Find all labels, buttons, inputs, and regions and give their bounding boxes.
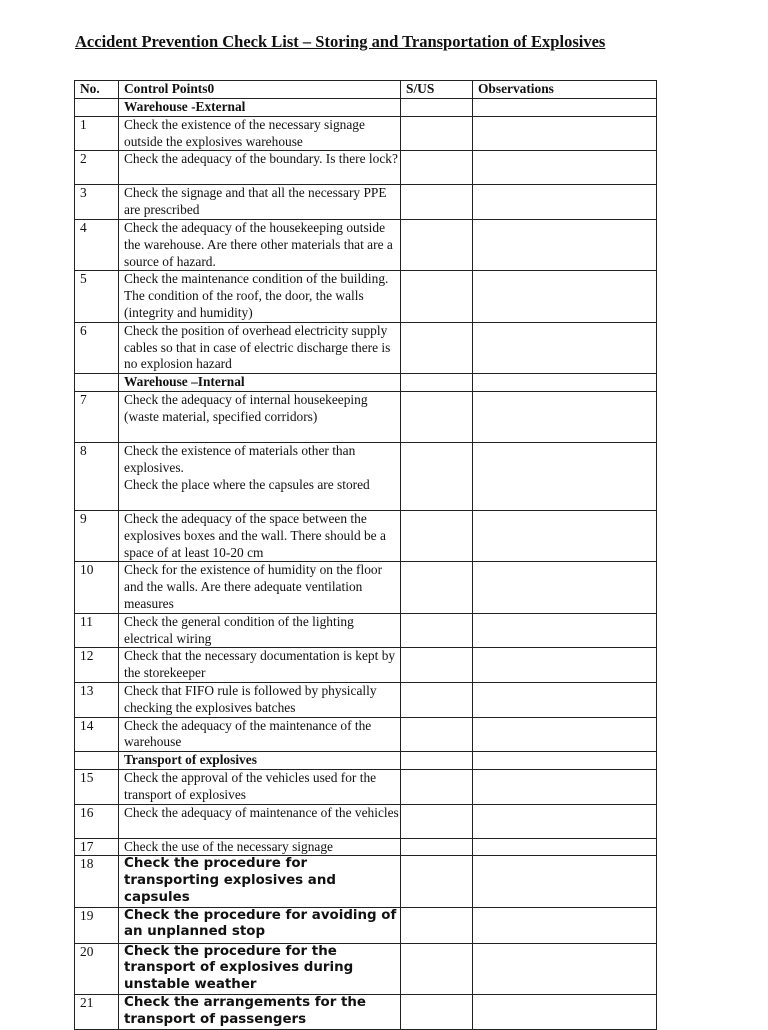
row-number: 15	[75, 769, 119, 804]
table-row	[75, 391, 657, 442]
row-number: 12	[75, 648, 119, 683]
row-number: 2	[75, 151, 119, 185]
control-point-text	[119, 562, 401, 613]
row-number: 21	[75, 995, 119, 1030]
control-point-text	[119, 442, 401, 510]
observations-cell	[473, 185, 657, 220]
control-point-text	[119, 838, 401, 856]
table-row	[75, 648, 657, 683]
sus-cell	[401, 717, 473, 752]
section-observations-cell	[473, 752, 657, 770]
control-point-line: Check the procedure for the transport of explosives during unstable weather	[124, 943, 354, 993]
section-title: Transport of explosives	[119, 752, 401, 770]
control-point-line: Check that the necessary documentation is kept by the storekeeper	[124, 648, 396, 681]
sus-cell	[401, 510, 473, 561]
sus-cell	[401, 151, 473, 185]
table-row	[75, 442, 657, 510]
observations-cell	[473, 391, 657, 442]
checklist-table	[74, 80, 657, 1030]
control-point-line: Check the adequacy of the maintenance of the warehouse	[124, 717, 372, 750]
sus-cell	[401, 322, 473, 373]
row-number: 16	[75, 804, 119, 838]
control-point-text	[119, 391, 401, 442]
sus-cell	[401, 907, 473, 943]
sus-cell	[401, 769, 473, 804]
table-row	[75, 219, 657, 270]
control-point-text	[119, 613, 401, 648]
section-sus-cell	[401, 99, 473, 117]
section-no-cell	[75, 752, 119, 770]
observations-cell	[473, 613, 657, 648]
row-number: 1	[75, 116, 119, 151]
section-row	[75, 374, 657, 392]
control-point-text	[119, 804, 401, 838]
observations-cell	[473, 648, 657, 683]
control-point-line: Check the procedure for avoiding of an unplanned stop	[124, 907, 397, 940]
table-row	[75, 943, 657, 994]
observations-cell	[473, 769, 657, 804]
table-row	[75, 322, 657, 373]
row-number: 13	[75, 682, 119, 717]
section-row	[75, 99, 657, 117]
observations-cell	[473, 838, 657, 856]
observations-cell	[473, 717, 657, 752]
section-sus-cell	[401, 374, 473, 392]
section-title: Warehouse –Internal	[119, 374, 401, 392]
observations-cell	[473, 510, 657, 561]
observations-cell	[473, 804, 657, 838]
observations-cell	[473, 219, 657, 270]
control-point-line: Check the existence of the necessary signage outside the explosives warehouse	[124, 116, 365, 149]
observations-cell	[473, 322, 657, 373]
observations-cell	[473, 907, 657, 943]
table-row	[75, 613, 657, 648]
table-row	[75, 682, 657, 717]
control-point-text	[119, 219, 401, 270]
header-no: No.	[75, 81, 119, 99]
document-title: Accident Prevention Check List – Storing and Transportation of Explosives	[75, 32, 606, 51]
section-title: Warehouse -External	[119, 99, 401, 117]
row-number: 20	[75, 943, 119, 994]
control-point-line: Check the maintenance condition of the building. The condition of the roof, the door, the walls (integrity and humidity)	[124, 271, 389, 320]
control-point-line: Check the general condition of the lighting electrical wiring	[124, 613, 354, 646]
table-row	[75, 562, 657, 613]
observations-cell	[473, 943, 657, 994]
sus-cell	[401, 116, 473, 151]
control-point-line: Check the adequacy of the housekeeping outside the warehouse. Are there other materials that are a source of hazard.	[124, 219, 393, 269]
row-number: 6	[75, 322, 119, 373]
table-row	[75, 151, 657, 185]
table-row	[75, 838, 657, 856]
observations-cell	[473, 682, 657, 717]
control-point-line: Check the signage and that all the necessary PPE are prescribed	[124, 185, 387, 218]
control-point-text	[119, 682, 401, 717]
control-point-line: Check the adequacy of the space between the explosives boxes and the wall. There should be a space of at least 10-20 cm	[124, 510, 386, 560]
row-number: 3	[75, 185, 119, 220]
control-point-line: Check the arrangements for the transport of passengers	[124, 995, 367, 1027]
control-point-line: Check that FIFO rule is followed by physically checking the explosives batches	[124, 682, 377, 715]
sus-cell	[401, 856, 473, 907]
control-point-text	[119, 648, 401, 683]
row-number: 4	[75, 219, 119, 270]
row-number: 7	[75, 391, 119, 442]
control-point-text	[119, 717, 401, 752]
table-row	[75, 907, 657, 943]
control-point-line: Check the use of the necessary signage	[124, 838, 333, 854]
sus-cell	[401, 648, 473, 683]
control-point-line: Check the existence of materials other than explosives.	[124, 442, 356, 475]
header-control-points: Control Points0	[119, 81, 401, 99]
control-point-line: Check the place where the capsules are stored	[124, 476, 370, 492]
row-number: 19	[75, 907, 119, 943]
row-number: 8	[75, 442, 119, 510]
control-point-line: Check the adequacy of maintenance of the vehicles	[124, 804, 399, 820]
section-row	[75, 752, 657, 770]
control-point-text	[119, 769, 401, 804]
control-point-line: Check the adequacy of internal housekeeping (waste material, specified corridors)	[124, 391, 368, 424]
control-point-text	[119, 856, 401, 907]
sus-cell	[401, 613, 473, 648]
sus-cell	[401, 442, 473, 510]
observations-cell	[473, 151, 657, 185]
sus-cell	[401, 271, 473, 322]
table-row	[75, 271, 657, 322]
observations-cell	[473, 442, 657, 510]
row-number: 9	[75, 510, 119, 561]
control-point-line: Check the adequacy of the boundary. Is there lock?	[124, 151, 398, 167]
observations-cell	[473, 271, 657, 322]
table-header	[75, 81, 657, 99]
table-row	[75, 116, 657, 151]
control-point-line: Check for the existence of humidity on the floor and the walls. Are there adequate ventilation measures	[124, 562, 383, 611]
header-sus: S/US	[401, 81, 473, 99]
control-point-text	[119, 322, 401, 373]
header-row	[75, 81, 657, 99]
observations-cell	[473, 116, 657, 151]
table-row	[75, 510, 657, 561]
control-point-text	[119, 943, 401, 994]
control-point-line: Check the position of overhead electricity supply cables so that in case of electric discharge there is no explosion hazard	[124, 322, 391, 372]
table-row	[75, 717, 657, 752]
table-row	[75, 185, 657, 220]
row-number: 17	[75, 838, 119, 856]
observations-cell	[473, 856, 657, 907]
sus-cell	[401, 804, 473, 838]
section-no-cell	[75, 99, 119, 117]
sus-cell	[401, 943, 473, 994]
control-point-text	[119, 116, 401, 151]
sus-cell	[401, 219, 473, 270]
section-no-cell	[75, 374, 119, 392]
table-row	[75, 769, 657, 804]
header-observations: Observations	[473, 81, 657, 99]
section-sus-cell	[401, 752, 473, 770]
table-row	[75, 804, 657, 838]
row-number: 11	[75, 613, 119, 648]
observations-cell	[473, 562, 657, 613]
control-point-text	[119, 151, 401, 185]
section-observations-cell	[473, 374, 657, 392]
control-point-text	[119, 185, 401, 220]
control-point-line: Check the approval of the vehicles used for the transport of explosives	[124, 769, 377, 802]
table-body	[75, 99, 657, 1030]
sus-cell	[401, 838, 473, 856]
sus-cell	[401, 682, 473, 717]
control-point-text	[119, 907, 401, 943]
row-number: 5	[75, 271, 119, 322]
table-row	[75, 856, 657, 907]
section-observations-cell	[473, 99, 657, 117]
control-point-text	[119, 510, 401, 561]
control-point-line: Check the procedure for transporting explosives and capsules	[124, 856, 336, 905]
sus-cell	[401, 391, 473, 442]
row-number: 14	[75, 717, 119, 752]
sus-cell	[401, 185, 473, 220]
sus-cell	[401, 562, 473, 613]
row-number: 18	[75, 856, 119, 907]
row-number: 10	[75, 562, 119, 613]
control-point-text	[119, 271, 401, 322]
